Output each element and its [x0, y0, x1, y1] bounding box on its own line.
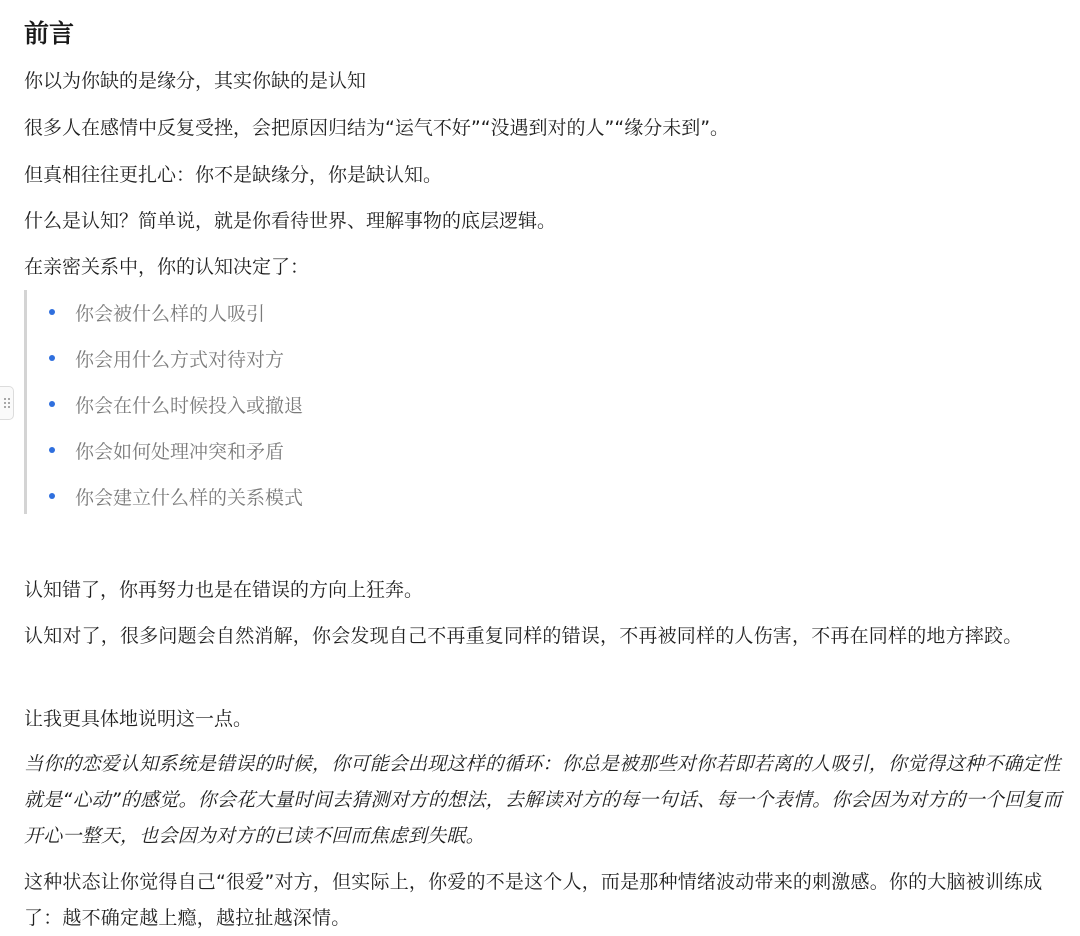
list-item-text: 你会被什么样的人吸引: [75, 302, 266, 325]
bullet-dot-icon: [49, 493, 55, 499]
list-item: [49, 433, 284, 467]
paragraph: 让我更具体地说明这一点。: [24, 708, 253, 730]
italic-paragraph: 当你的恋爱认知系统是错误的时候，你可能会出现这样的循环：你总是被那些对你若即若离的人吸引，你觉得这种不确定性就是“心动”的感觉。你会花大量时间去猜测对方的想法，去解读对方的每一句话、每一个表情。你会因为对方的一个回复而开心一整天，也会因为对方的已读不回而焦虑到失眠。: [24, 753, 1062, 847]
paragraph: 但真相往往更扎心：你不是缺缘分，你是缺认知。: [24, 164, 443, 186]
list-item-text: 你会用什么方式对待对方: [75, 348, 285, 371]
paragraph: 认知对了，很多问题会自然消解，你会发现自己不再重复同样的错误，不再被同样的人伤害，不再在同样的地方摔跤。: [24, 625, 1023, 647]
intro-paragraph: 你以为你缺的是缘分，其实你缺的是认知: [24, 70, 367, 92]
block-drag-handle[interactable]: [0, 386, 14, 420]
paragraph: 什么是认知？简单说，就是你看待世界、理解事物的底层逻辑。: [24, 210, 557, 232]
grip-dots-icon: [4, 398, 10, 408]
bullet-dot-icon: [49, 355, 55, 361]
bullet-dot-icon: [49, 447, 55, 453]
list-item-text: 你会建立什么样的关系模式: [75, 486, 304, 509]
section-heading: 前言: [24, 19, 75, 48]
paragraph: 在亲密关系中，你的认知决定了：: [24, 256, 310, 278]
bullet-dot-icon: [49, 401, 55, 407]
list-item: [49, 387, 303, 421]
list-item: [49, 479, 303, 513]
paragraph: 这种状态让你觉得自己“很爱”对方，但实际上，你爱的不是这个人，而是那种情绪波动带来的刺激感。你的大脑被训练成了：越不确定越上瘾，越拉扯越深情。: [24, 871, 1043, 929]
list-item-text: 你会如何处理冲突和矛盾: [75, 440, 285, 463]
list-item: [49, 341, 284, 375]
bullet-dot-icon: [49, 309, 55, 315]
paragraph: 很多人在感情中反复受挫，会把原因归结为“运气不好”“没遇到对的人”“缘分未到”。: [24, 117, 730, 139]
paragraph: 认知错了，你再努力也是在错误的方向上狂奔。: [24, 579, 424, 601]
blockquote-list: [24, 290, 627, 514]
list-item-text: 你会在什么时候投入或撤退: [75, 394, 304, 417]
list-item: [49, 295, 265, 329]
